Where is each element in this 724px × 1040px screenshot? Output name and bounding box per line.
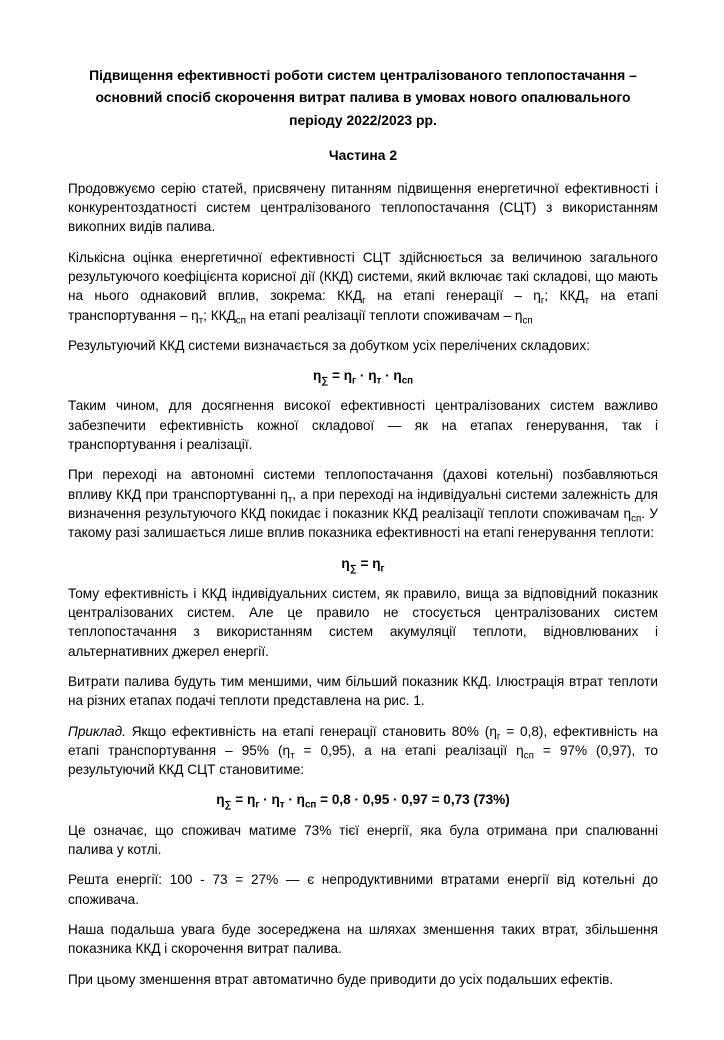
paragraph-individual-systems: Тому ефективність і ККД індивідуальних систем, як правило, вища за відповідний показник централізованих систем. Але це правило не стосується централізованих систем теплопостачання з використанням систем акумуляції теплоти, відновлюваних і альтернативних джерел енергії. bbox=[68, 585, 658, 659]
paragraph-example: Приклад. Якщо ефективність на етапі генерації становить 80% $(\eta_г = 0,8)$, ефективність на етапі транспортування – 95% $(\eta_т = 0,95)$, а на етапі реалізації $\eta_{сп} = 97\%$ (0,97), то результуючий ККД СЦТ становитиме: bbox=[68, 723, 658, 778]
paragraph-energy-losses: Решта енергії: 100 - 73 = 27% — є непродуктивними втратами енергії від котельні до споживача. bbox=[68, 872, 658, 907]
paragraph-autonomous-systems: При переході на автономні системи теплопостачання (дахові котельні) позбавляються впливу ККД при транспортуванні $\eta_т$, а при переході на індивідуальні системи залежність для визначення результуючого ККД покидає і показник ККД реалізації теплоти споживачам $\eta_{сп}$. У такому разі залишається лише вплив показника ефективності на етапі генерування теплоти: bbox=[68, 467, 658, 541]
paragraph-intro: Продовжуємо серію статей, присвячену питанням підвищення енергетичної ефективності і конкурентоздатності систем централізованого теплопостачання (СЦТ) з використанням викопних видів палива. bbox=[68, 180, 658, 235]
document-subtitle: Частина 2 bbox=[328, 146, 398, 163]
formula-example-calculation: $\eta_\sum = \eta_г \cdot \eta_т \cdot \eta_{сп} = 0,8 \cdot 0,95 \cdot 0,97 = 0,73$ (73%) bbox=[216, 792, 510, 812]
paragraph-final-note: При цьому зменшення втрат автоматично буде приводити до усіх подальших ефектів. bbox=[68, 971, 614, 987]
formula-generation-only: $\eta_\sum = \eta_г$ bbox=[341, 555, 385, 575]
paragraph-efficiency-components: Кількісна оцінка енергетичної ефективності СЦТ здійснюється за величиною загального результуючого коефіцієнта корисної дії (ККД) системи, який включає такі складові, що мають на нього однаковий вплив, зокрема: $ККД_г$ на етапі генерації – $\eta_г$; $ККД_т$ на етапі транспортування – $\eta_т$; $ККД_{сп}$ на етапі реалізації теплоти споживачам – $\eta_{сп}$ bbox=[68, 249, 658, 327]
paragraph-consumer-energy: Це означає, що споживач матиме 73% тієї енергії, яка була отримана при спалюванні палива у котлі. bbox=[68, 822, 658, 858]
paragraph-resulting-efficiency-lead: Результуючий ККД системи визначається за добутком усіх перелічених складових: bbox=[68, 337, 590, 353]
document-title: Підвищення ефективності роботи систем централізованого теплопостачання – основний спосіб скорочення витрат палива в умовах нового опалювального періоду 2022/2023 рр. bbox=[89, 67, 637, 128]
paragraph-fuel-costs: Витрати палива будуть тим меншими, чим більший показник ККД. Ілюстрація втрат теплоти на різних етапах подачі теплоти представлена на рис. 1. bbox=[68, 673, 658, 709]
paragraph-conclusion-stages: Таким чином, для досягнення високої ефективності централізованих систем важливо забезпечити ефективність кожної складової — як на етапах генерування, так і транспортування і реалізації. bbox=[68, 398, 658, 453]
formula-resulting-efficiency: $\eta_\sum = \eta_г \cdot \eta_т \cdot \eta_{сп}$ bbox=[312, 368, 414, 387]
paragraph-further-focus: Наша подальша увага буде зосереджена на шляхах зменшення таких втрат, збільшення показника ККД і скорочення витрат палива. bbox=[68, 921, 658, 957]
